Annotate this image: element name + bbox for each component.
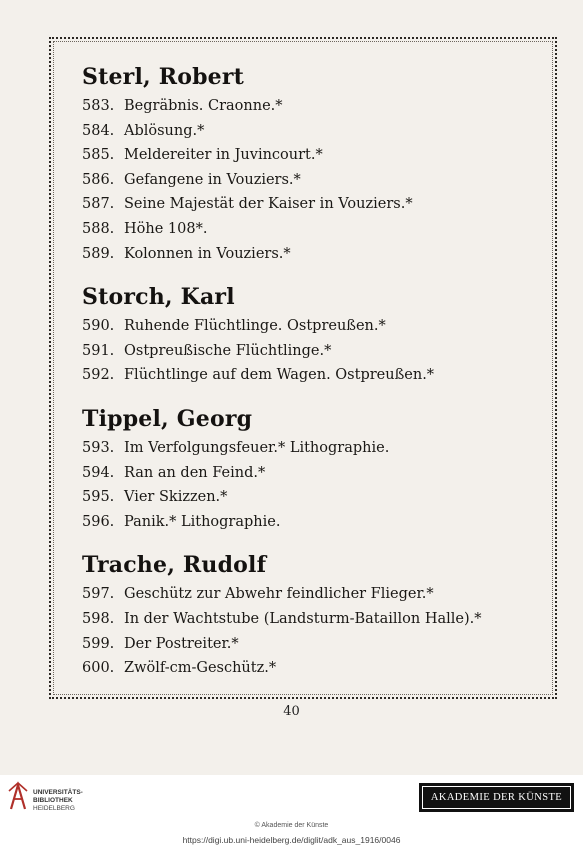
copyright-notice: © Akademie der Künste [254,822,329,829]
university-line: UNIVERSITÄTS- [33,789,83,796]
catalog-entry [82,339,542,364]
entry-number: 589. [82,245,115,262]
permalink-url[interactable]: https://digi.ub.uni-heidelberg.de/diglit/adk_aus_1916/0046 [182,835,401,845]
section-gap [82,388,542,402]
catalog-entry [82,656,542,681]
section-gap [82,534,542,548]
entry-title: Ruhende Flüchtlinge. Ostpreußen.* [124,318,386,335]
entry-number: 593. [82,439,115,456]
entry-title: Meldereiter in Juvincourt.* [124,147,323,164]
catalog-entry [82,94,542,119]
entry-number: 600. [82,660,115,677]
entry-title: Begräbnis. Craonne.* [124,98,283,114]
entry-number: 585. [82,147,115,164]
catalog-entry [82,510,542,535]
entry-title: Panik.* Lithographie. [124,513,281,530]
entry-title: Flüchtlinge auf dem Wagen. Ostpreußen.* [124,367,435,384]
catalog-entry [82,582,542,607]
catalog-entry [82,314,542,339]
entry-number: 591. [82,342,115,359]
entry-number: 590. [82,318,115,335]
artist-section [82,402,542,534]
catalog-entry [82,436,542,461]
entry-title: Höhe 108*. [124,220,208,237]
akademie-label: AKADEMIE DER KÜNSTE [422,786,571,809]
artist-section [82,280,542,388]
catalog-entry [82,143,542,168]
catalog-content [82,60,542,681]
entry-title: Seine Majestät der Kaiser in Vouziers.* [124,196,413,213]
artist-heading: Trache, Rudolf [82,552,267,579]
entry-number: 592. [82,367,115,384]
entry-number: 588. [82,220,115,237]
viewer-footer [0,775,583,847]
catalog-entry [82,242,542,267]
catalog-entry [82,485,542,510]
catalog-entry [82,168,542,193]
entry-title: Kolonnen in Vouziers.* [124,245,291,262]
catalog-entry [82,607,542,632]
catalog-entry [82,217,542,242]
entry-title: Der Postreiter.* [124,635,239,652]
library-emblem-icon [8,781,28,811]
artist-section [82,548,542,680]
entry-title: Gefangene in Vouziers.* [124,171,301,188]
entry-title: Ablösung.* [124,122,205,139]
entry-title: Geschütz zur Abwehr feindlicher Flieger.* [124,586,434,603]
entry-number: 594. [82,464,115,481]
university-library-name [33,789,83,813]
entry-title: Zwölf-cm-Geschütz.* [124,660,277,677]
entry-number: 584. [82,122,115,139]
catalog-entry [82,119,542,144]
university-library-logo[interactable] [8,781,88,817]
entry-number: 583. [82,98,115,114]
entry-title: Ostpreußische Flüchtlinge.* [124,342,332,359]
artist-heading: Tippel, Georg [82,405,253,432]
entry-title: Vier Skizzen.* [124,489,228,506]
page-number: 40 [283,704,300,719]
artist-heading: Storch, Karl [82,284,235,311]
entry-number: 586. [82,171,115,188]
entry-number: 599. [82,635,115,652]
entry-number: 587. [82,196,115,213]
entry-number: 597. [82,586,115,603]
catalog-entry [82,461,542,486]
section-gap [82,266,542,280]
entry-number: 595. [82,489,115,506]
entry-title: In der Wachtstube (Landsturm-Bataillon Halle).* [124,610,482,627]
university-line: BIBLIOTHEK [33,797,73,804]
catalog-entry [82,192,542,217]
university-line: HEIDELBERG [33,805,75,812]
artist-section [82,60,542,266]
catalog-entry [82,363,542,388]
entry-number: 598. [82,610,115,627]
entry-title: Ran an den Feind.* [124,464,266,481]
akademie-logo[interactable] [419,783,574,812]
catalog-entry [82,632,542,657]
entry-title: Im Verfolgungsfeuer.* Lithographie. [124,439,390,456]
artist-heading: Sterl, Robert [82,64,245,90]
entry-number: 596. [82,513,115,530]
